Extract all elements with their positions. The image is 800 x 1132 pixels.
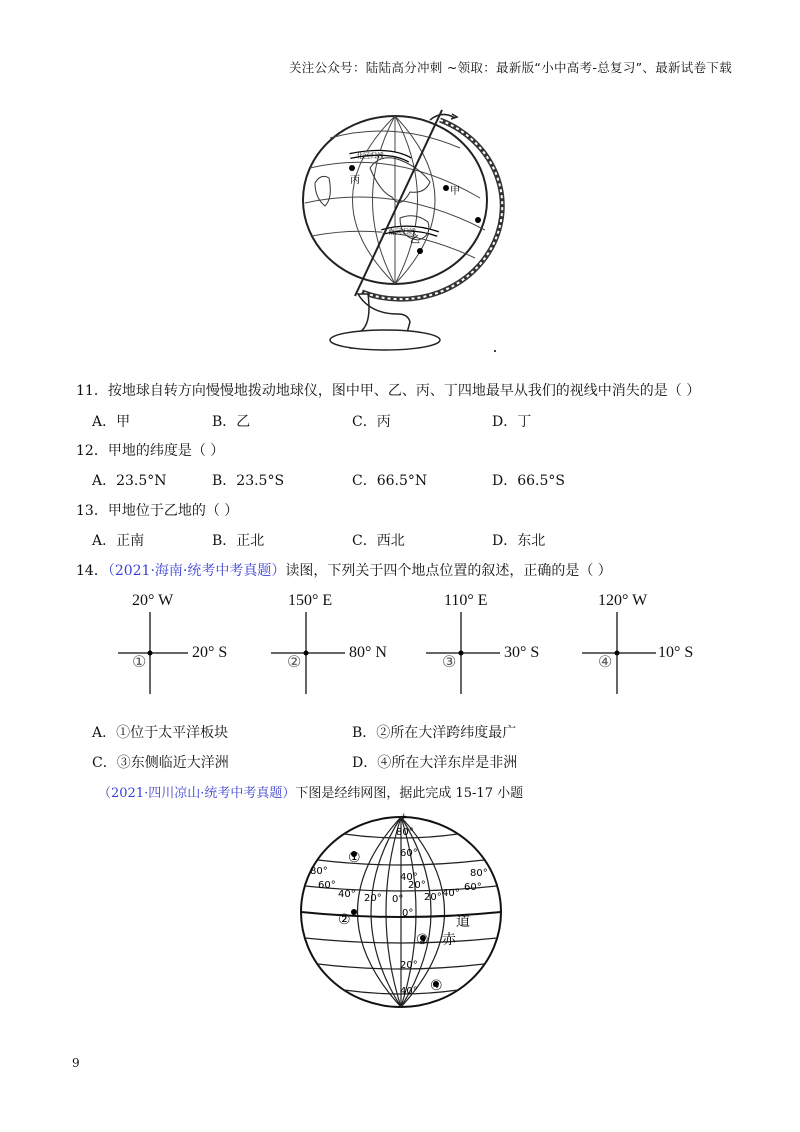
globe-point-3: ③ <box>416 932 429 948</box>
question-14-source[interactable]: （2021·海南·统考中考真题） <box>107 563 286 579</box>
lon-80w-label: 80° <box>310 866 328 877</box>
lon-40w-label: 40° <box>338 889 356 900</box>
cross-4-latitude: 10° S <box>658 644 694 661</box>
cross-2-latitude: 80° N <box>349 644 387 661</box>
question-14-line <box>76 560 612 580</box>
q13-option-d[interactable]: D．东北 <box>492 533 546 549</box>
cross-2-mark: ② <box>287 654 302 671</box>
cross-1-mark: ① <box>132 654 147 671</box>
question-15-text: 下图是经纬网图，据此完成 15-17 小题 <box>295 786 524 801</box>
label-bing: 丙 <box>350 175 360 186</box>
tropic-of-cancer-label: 北回归线 <box>356 152 384 160</box>
question-11-text: 11．按地球自转方向慢慢地拨动地球仪，图中甲、乙、丙、丁四地最早从我们的视线中消失的是（ ） <box>76 383 701 399</box>
lon-0-label: 0° <box>392 894 404 905</box>
point-bing <box>349 165 355 171</box>
q13-option-c[interactable]: C．西北 <box>352 533 405 549</box>
lat-20s-label: 20° <box>400 960 418 971</box>
globe-point-2: ② <box>338 912 351 928</box>
question-13-text: 13．甲地位于乙地的（ ） <box>76 503 239 519</box>
lat-0-label: 0° <box>402 908 414 919</box>
q11-option-d[interactable]: D．丁 <box>492 414 532 430</box>
cross-2-lines <box>271 612 351 696</box>
cross-1-longitude: 20° W <box>132 592 174 609</box>
q11-option-a[interactable]: A．甲 <box>92 414 131 430</box>
point-yi <box>417 248 423 254</box>
label-jia: 甲 <box>450 186 460 197</box>
lat-60-label: 60° <box>400 848 418 859</box>
q11-option-b[interactable]: B．乙 <box>212 414 251 430</box>
q12-option-b[interactable]: B．23.5°S <box>212 473 285 489</box>
q12-option-c[interactable]: C．66.5°N <box>352 473 428 489</box>
cross-1-latitude: 20° S <box>192 644 228 661</box>
q14-option-c[interactable]: C．③东侧临近大洋洲 <box>92 755 229 771</box>
question-15-source[interactable]: （2021·四川凉山·统考中考真题） <box>98 786 296 801</box>
q12-option-a[interactable]: A．23.5°N <box>92 473 167 489</box>
globe-point-4: ④ <box>430 978 443 994</box>
q14-option-b[interactable]: B．②所在大洋跨纬度最广 <box>352 725 517 741</box>
cross-4-longitude: 120° W <box>598 592 648 609</box>
desk-globe-figure <box>290 108 510 358</box>
point-jia <box>443 185 449 191</box>
svg-text:+: + <box>400 812 408 822</box>
cross-4-mark: ④ <box>598 654 613 671</box>
coordinate-crosses <box>118 590 738 700</box>
lat-40-label: 40° <box>400 872 418 883</box>
lat-80-label: 80° <box>396 827 414 838</box>
cross-2-longitude: 150° E <box>288 592 333 609</box>
cross-4-lines <box>582 612 662 696</box>
cross-1-lines <box>118 612 198 696</box>
lon-40e-label: 40° <box>442 888 460 899</box>
q13-option-a[interactable]: A．正南 <box>92 533 145 549</box>
lat-20n-label: 20° <box>408 880 426 891</box>
page-header: 关注公众号：陆陆高分冲刺 ~领取：最新版“小中高考-总复习”、最新试卷下载 <box>288 60 732 75</box>
lon-20e-label: 20° <box>424 892 442 903</box>
cross-3-lines <box>426 612 506 696</box>
question-15-intro <box>98 782 523 801</box>
tropic-of-capricorn-label: 南回归线 <box>388 228 416 236</box>
question-14-text: 读图，下列关于四个地点位置的叙述，正确的是（ ） <box>285 563 612 579</box>
point-ding <box>475 217 481 223</box>
lon-80e-label: 80° <box>470 868 488 879</box>
equator-label-1: 赤 <box>442 932 456 948</box>
cross-3-longitude: 110° E <box>444 592 488 609</box>
question-14-number: 14． <box>76 563 108 579</box>
equator-label-2: 道 <box>456 914 470 930</box>
lon-60e-label: 60° <box>464 882 482 893</box>
cross-3-mark: ③ <box>442 654 457 671</box>
q14-option-a[interactable]: A．①位于太平洋板块 <box>92 725 229 741</box>
lat-40s-label: 40° <box>400 986 418 997</box>
q11-option-c[interactable]: C．丙 <box>352 414 391 430</box>
q13-option-b[interactable]: B．正北 <box>212 533 265 549</box>
cross-3-latitude: 30° S <box>504 644 540 661</box>
graticule-globe-figure <box>296 812 506 1012</box>
label-yi: 乙 <box>410 235 420 246</box>
lon-60w-label: 60° <box>318 880 336 891</box>
lon-20w-label: 20° <box>364 893 382 904</box>
q12-option-d[interactable]: D．66.5°S <box>492 473 565 489</box>
page-number: 9 <box>72 1056 80 1070</box>
q14-option-d[interactable]: D．④所在大洋东岸是非洲 <box>352 755 518 771</box>
question-12-text: 12．甲地的纬度是（ ） <box>76 443 225 459</box>
globe-point-1: ① <box>348 850 361 866</box>
